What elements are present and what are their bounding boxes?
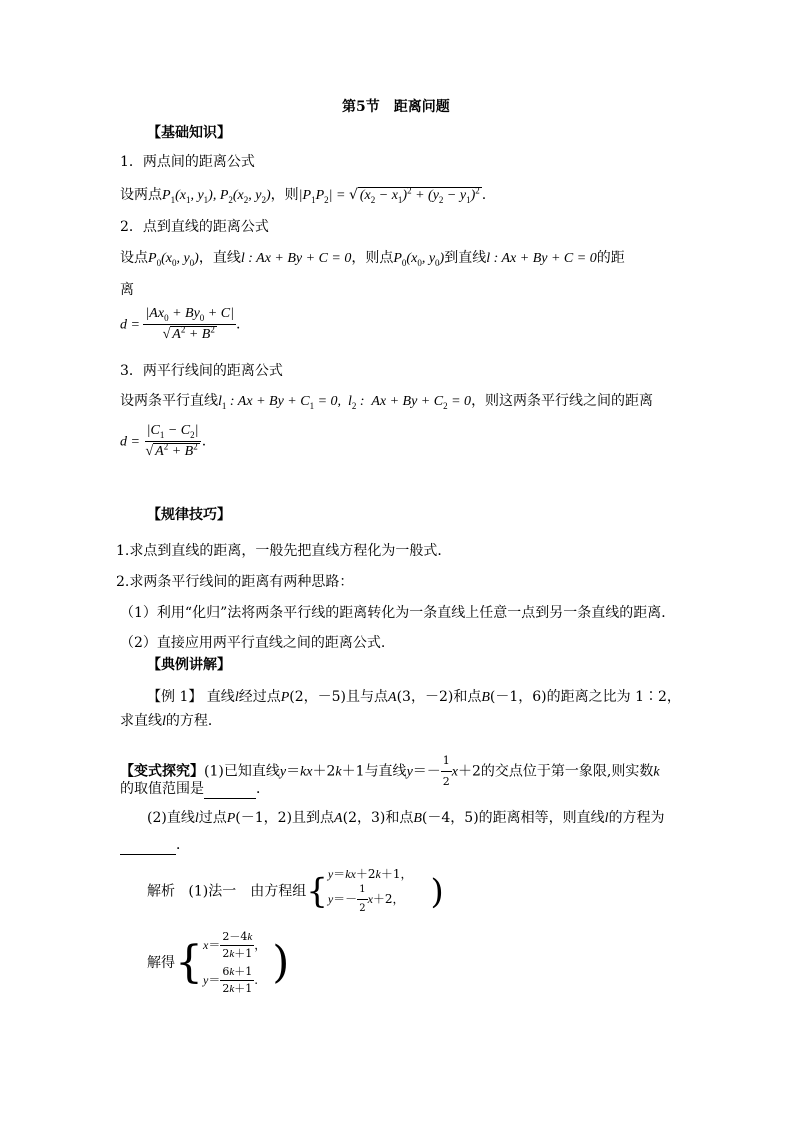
solution-system: 解析 (1)法一 由方程组{ y＝kx＋2k＋1， y＝－ $\frac{1}{2}$ x＋2， )	[147, 867, 444, 914]
text: (2，3)和点	[342, 810, 414, 826]
text: 到直线	[444, 250, 487, 266]
variant-label: 【变式探究】	[120, 763, 204, 780]
text: 设点	[120, 250, 148, 266]
variant-line2	[120, 780, 270, 799]
solution-result: 解得{ x＝ $\frac{2-4k}{2k+1}$ ， y＝ $\frac{6k+1}{2k+1}$ . )	[147, 930, 290, 995]
variant-line1: 【变式探究】(1)已知直线y＝kx＋2k＋1与直线y＝－ $\frac{1}{2}$ x＋2的交点位于第一象限,则实数k	[120, 754, 660, 788]
tip-line: 1.求点到直线的距离，一般先把直线方程化为一般式．	[116, 543, 452, 559]
answer-blank	[120, 836, 176, 855]
distance-two-points-formula: 设两点$P_1(x_1$, $y_1$), $P_2(x_2$, $y_2$)，则$|P_1P_2|$ = √ $(x_2 - x_1)^2 + (y_2 - y_1)^2$ .	[120, 185, 487, 205]
text: 的取值范围是	[120, 781, 204, 797]
solution-label: 解析	[147, 883, 175, 900]
text: 离	[120, 282, 134, 298]
point-line-distance-setup: 设点$P_0(x_0$, $y_0$)，直线l : Ax + By + C = 0，则点$P_0(x_0$, $y_0$)到直线l : Ax + By + C = 0的距	[120, 250, 625, 268]
tip-line: （1）利用“化归”法将两条平行线的距离转化为一条直线上任意一点到另一条直线的距离．	[120, 605, 676, 621]
text: 过点	[198, 810, 227, 826]
page-title: 第5节 距离问题	[342, 99, 450, 115]
text: 解得	[147, 955, 175, 971]
item3-heading: 3．两平行线间的距离公式	[120, 363, 283, 379]
text: (2)直线	[147, 810, 195, 826]
text: ．	[176, 837, 190, 853]
text: (－1，2)且到点	[235, 810, 335, 826]
text: (1)已知直线	[204, 763, 280, 780]
text: (1)法一 由方程组	[188, 883, 307, 900]
text: ．	[256, 781, 270, 797]
text: 的方程．	[165, 713, 222, 729]
section-heading-basics: 【基础知识】	[147, 125, 231, 141]
text: (2，－5)且与点	[289, 689, 389, 705]
tip-line: 2.求两条平行线间的距离有两种思路：	[116, 574, 354, 590]
example1-line1: 【例 1】 直线l经过点P(2，－5)且与点A(3，－2)和点B(－1，6)的距离之比为 1∶2，	[147, 689, 681, 705]
text: ，则点	[351, 250, 394, 266]
text: ，则这两条平行线之间的距离	[471, 393, 654, 409]
text: (－1，6)的距离之比为 1∶2，	[489, 689, 681, 705]
text: 的交点位于第一象限,则实数	[480, 763, 654, 780]
text: ，直线	[198, 250, 241, 266]
variant-part2-line1: (2)直线l过点P(－1，2)且到点A(2，3)和点B(－4，5)的距离相等，则直线l的方程为	[147, 810, 665, 826]
text: (－4，5)的距离相等，则直线	[421, 810, 605, 826]
section-heading-examples: 【典例讲解】	[147, 657, 231, 673]
variant-part2-line2	[120, 836, 190, 855]
text: 经过点	[238, 689, 281, 705]
item1-heading: 1．两点间的距离公式	[120, 154, 255, 170]
text: 求直线	[120, 713, 162, 729]
text: 的方程为	[608, 810, 665, 826]
text: ，则	[270, 187, 299, 203]
text: 的距	[596, 250, 625, 266]
item2-heading: 2．点到直线的距离公式	[120, 219, 269, 235]
text: 设两条平行直线	[120, 393, 218, 409]
parallel-lines-distance-formula: d = $\frac{|C_1 - C_2|}{√ A^2 + B^2}$ .	[120, 423, 207, 459]
text: (3，－2)和点	[396, 689, 482, 705]
text: 设两点	[120, 187, 162, 203]
text: 直线	[202, 689, 235, 705]
example1-line2: 求直线l的方程．	[120, 713, 222, 729]
parallel-lines-setup: 设两条平行直线$l_1$ : $Ax + By + C_1 = 0$, $l_2$ : $Ax + By + C_2 = 0$，则这两条平行线之间的距离	[120, 393, 654, 411]
answer-blank	[204, 780, 256, 799]
tip-line: （2）直接应用两平行直线之间的距离公式.	[120, 635, 386, 651]
example-label: 【例 1】	[147, 689, 203, 705]
section-heading-tips: 【规律技巧】	[147, 507, 231, 523]
point-line-distance-formula: d = $\frac{|Ax_0 + By_0 + C|}{√ A^2 + B^2}$ .	[120, 306, 241, 342]
text: 与直线	[364, 763, 407, 780]
